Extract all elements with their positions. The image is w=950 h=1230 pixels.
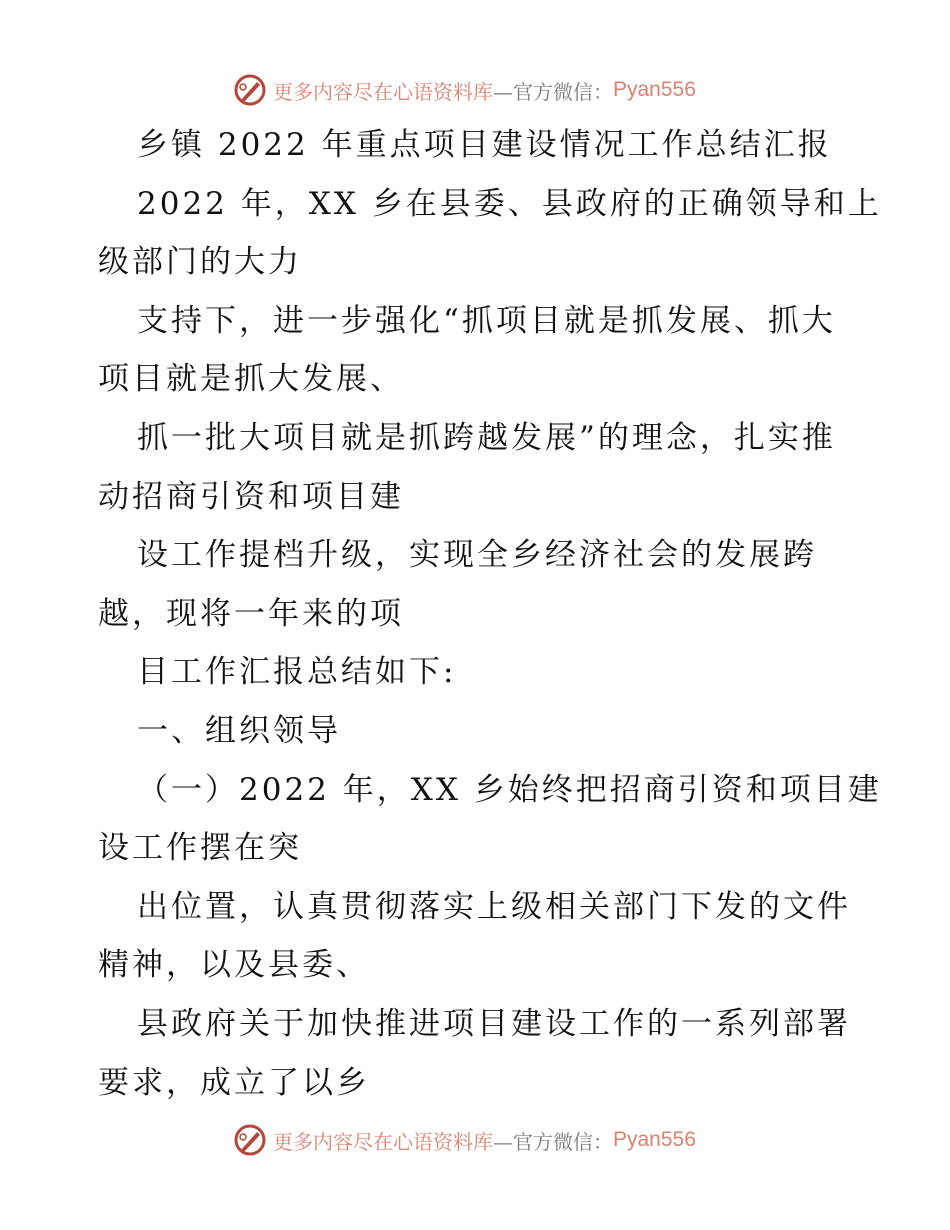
text-line: （一）2022 年，XX 乡始终把招商引资和项目建: [137, 771, 882, 808]
text-line: 目工作汇报总结如下:: [137, 654, 457, 691]
watermark-dash: —官方微信：: [493, 1129, 613, 1154]
text-line: 乡镇 2022 年重点项目建设情况工作总结汇报: [137, 127, 832, 163]
text-line: 精神，以及县委、: [98, 947, 370, 984]
text-line: 越，现将一年来的项: [98, 595, 404, 632]
pen-logo-icon: [233, 1123, 267, 1157]
text-line: 设工作提档升级，实现全乡经济社会的发展跨: [137, 537, 817, 574]
text-line: 抓一批大项目就是抓跨越发展”的理念，扎实推: [137, 420, 836, 456]
watermark-wechat-id: Pyan556: [613, 78, 696, 101]
text-line: 动招商引资和项目建: [98, 478, 404, 515]
text-line: 级部门的大力: [98, 244, 302, 281]
footer-watermark: [233, 1120, 696, 1160]
text-line: 项目就是抓大发展、: [98, 361, 404, 398]
text-line: 设工作摆在突: [98, 830, 302, 867]
watermark-site: 更多内容尽在心语资料库: [273, 1129, 493, 1154]
text-line: 要求，成立了以乡: [98, 1064, 370, 1101]
text-line: 支持下，进一步强化“抓项目就是抓发展、抓大: [137, 302, 836, 339]
watermark-wechat-id: Pyan556: [613, 1128, 696, 1151]
text-line: 县政府关于加快推进项目建设工作的一系列部署: [137, 1006, 851, 1042]
watermark-dash: —官方微信：: [493, 79, 613, 104]
text-line: 出位置，认真贯彻落实上级相关部门下发的文件: [137, 888, 851, 925]
header-watermark: [233, 70, 696, 110]
text-line: 2022 年，XX 乡在县委、县政府的正确领导和上: [137, 185, 882, 222]
pen-logo-icon: [233, 73, 267, 107]
watermark-site: 更多内容尽在心语资料库: [273, 79, 493, 104]
text-line: 一、组织领导: [137, 713, 341, 749]
